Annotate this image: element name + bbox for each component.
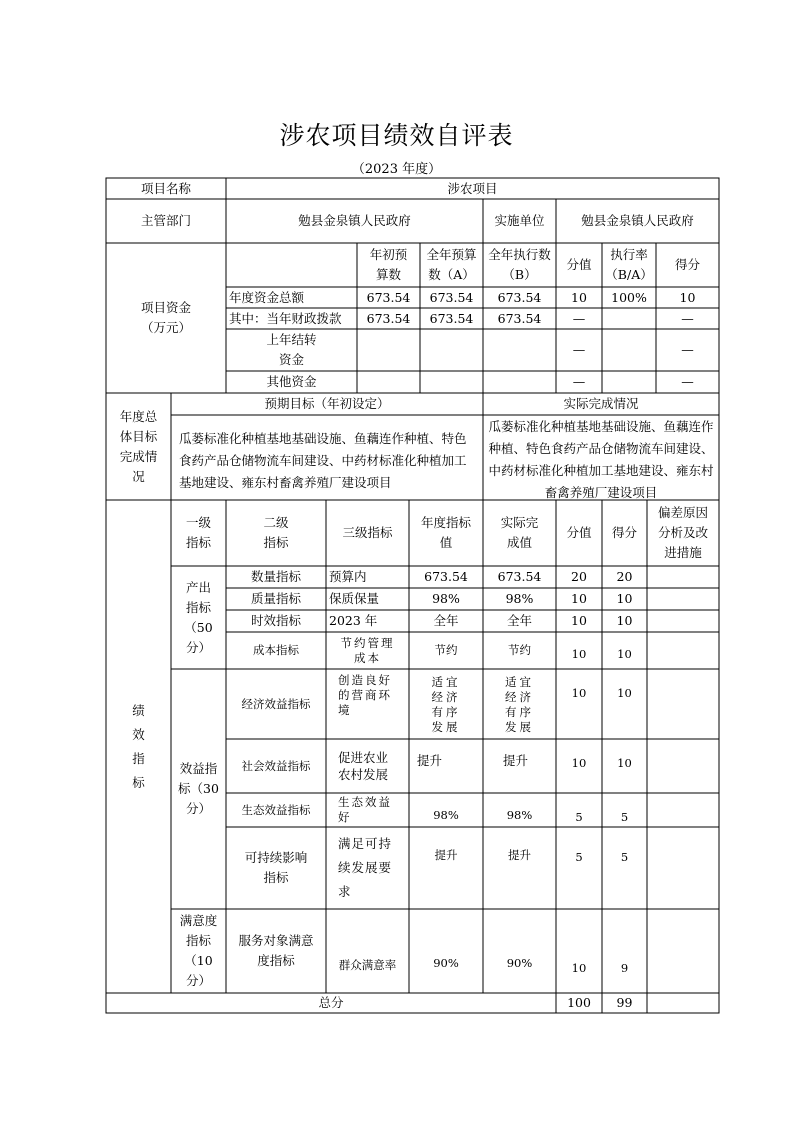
funds-header-exec: 全年执行数（B） — [488, 247, 551, 282]
indicator-target: 98% — [432, 591, 460, 606]
group-label-output: 产出指标（50分） — [184, 579, 213, 655]
indicator-actual: 适宜经济有序发展 — [505, 675, 534, 734]
indicator-score-value: 10 — [571, 591, 587, 606]
goals-expected-label: 预期目标（年初设定） — [264, 396, 390, 411]
funds-header-full: 全年预算数（A） — [426, 247, 477, 282]
group-label-benefit: 效益指标（30分） — [178, 761, 219, 816]
total-score: 99 — [616, 995, 633, 1010]
indicator-score-value: 10 — [571, 685, 587, 700]
funds-row-initial: 673.54 — [366, 289, 411, 305]
project-name-label: 项目名称 — [140, 180, 191, 196]
indicator-score-value: 10 — [571, 755, 587, 770]
total-label: 总分 — [318, 995, 344, 1010]
indicator-score: 20 — [616, 569, 633, 584]
indicator-target: 适宜经济有序发展 — [431, 675, 461, 734]
funds-row-full — [420, 371, 483, 393]
funds-label: 项目资金（万元） — [140, 300, 191, 335]
goals-label: 年度总体目标完成情况 — [119, 408, 158, 484]
indicator-l2: 可持续影响指标 — [244, 850, 308, 885]
header-note: 偏差原因分析及改进措施 — [657, 505, 708, 560]
indicator-l3: 预算内 — [329, 569, 367, 584]
indicator-score: 10 — [617, 647, 632, 661]
funds-row-score-value: — — [572, 374, 586, 389]
indicator-actual: 98% — [505, 591, 534, 606]
page-subtitle: （2023 年度） — [351, 162, 442, 177]
funds-row-exec — [483, 329, 556, 371]
group-label-satisfaction: 满意度指标（10分） — [179, 913, 218, 988]
indicator-l3: 2023 年 — [329, 613, 378, 628]
indicator-target: 90% — [433, 955, 459, 970]
funds-row-score: — — [681, 342, 694, 357]
indicator-score-value: 10 — [571, 960, 587, 975]
indicator-l2: 社会效益指标 — [241, 758, 311, 773]
indicator-score-value: 5 — [575, 849, 583, 864]
indicator-l2: 经济效益指标 — [241, 696, 311, 711]
funds-row-full — [420, 329, 483, 371]
indicator-l3: 创造良好的营商环境 — [338, 672, 392, 717]
funds-row-label: 其中：当年财政拨款 — [229, 310, 342, 326]
indicator-l2: 时效指标 — [250, 613, 301, 628]
header-target: 年度指标值 — [421, 515, 472, 550]
funds-row-exec: 673.54 — [497, 289, 542, 305]
funds-row-score: 10 — [679, 289, 696, 305]
indicator-score: 10 — [617, 685, 632, 700]
header-score-value: 分值 — [566, 525, 592, 540]
impl-value: 勉县金泉镇人民政府 — [581, 213, 694, 228]
indicator-l3: 节约管理成本 — [340, 635, 395, 665]
indicator-actual: 提升 — [508, 847, 531, 862]
funds-header-initial: 年初预算数 — [369, 247, 408, 282]
indicator-l3: 满足可持续发展要求 — [338, 836, 393, 899]
indicator-score-value: 10 — [571, 613, 587, 628]
total-score-value: 100 — [567, 995, 591, 1010]
indicator-l2: 数量指标 — [250, 569, 301, 584]
funds-row-initial — [357, 371, 420, 393]
funds-row-rate — [602, 371, 656, 393]
funds-header-score-value: 分值 — [566, 257, 592, 272]
funds-row-score-value: 10 — [571, 289, 587, 305]
indicator-actual: 90% — [506, 955, 533, 970]
indicator-score: 10 — [616, 591, 633, 606]
indicator-score-value: 10 — [571, 647, 587, 661]
funds-row-rate — [602, 308, 656, 329]
indicators-label: 绩效指标 — [132, 702, 145, 790]
indicator-l3: 群众满意率 — [338, 957, 397, 972]
funds-row-full: 673.54 — [429, 310, 474, 326]
indicator-score: 10 — [617, 755, 632, 770]
funds-header-rate: 执行率（B/A） — [605, 247, 653, 282]
indicator-l3: 保质保量 — [329, 591, 380, 606]
header-l3: 三级指标 — [342, 525, 393, 540]
indicator-l2: 成本指标 — [253, 643, 299, 657]
indicator-actual: 提升 — [503, 753, 529, 768]
goals-actual-label: 实际完成情况 — [563, 396, 639, 411]
indicator-l3: 促进农业农村发展 — [338, 750, 389, 782]
funds-row-score: — — [681, 310, 694, 326]
indicator-target: 提升 — [417, 753, 443, 768]
indicator-l3: 生态效益好 — [338, 795, 392, 824]
header-actual: 实际完成值 — [500, 515, 539, 550]
funds-row-label: 其他资金 — [266, 374, 317, 389]
funds-row-initial: 673.54 — [366, 310, 411, 326]
project-name-value: 涉农项目 — [447, 180, 498, 196]
indicator-score: 10 — [616, 613, 633, 628]
indicator-l2: 服务对象满意度指标 — [238, 933, 314, 968]
indicator-score: 5 — [620, 809, 629, 824]
funds-row-exec: 673.54 — [497, 310, 542, 326]
indicator-target: 全年 — [433, 613, 459, 628]
header-l2: 二级指标 — [263, 515, 289, 550]
indicator-l2: 质量指标 — [250, 591, 301, 606]
indicator-target: 节约 — [434, 643, 458, 657]
indicator-target: 提升 — [434, 847, 458, 862]
impl-label: 实施单位 — [494, 213, 545, 228]
funds-row-initial — [357, 329, 420, 371]
funds-row-score-value: — — [572, 310, 586, 326]
funds-row-score: — — [681, 374, 694, 389]
indicator-actual: 节约 — [508, 643, 531, 657]
dept-value: 勉县金泉镇人民政府 — [298, 213, 411, 228]
funds-row-label: 年度资金总额 — [229, 289, 305, 305]
indicator-score-value: 20 — [571, 569, 587, 584]
indicator-score: 5 — [620, 849, 629, 864]
header-score: 得分 — [611, 525, 637, 540]
funds-row-score-value: — — [572, 342, 586, 357]
goals-expected-text: 瓜蒌标准化种植基地基础设施、鱼藕连作种植、特色食药产品仓储物流车间建设、中药材标准化种植加工基地建设、雍东村畜禽养殖厂建设项目 — [179, 431, 467, 490]
page-title: 涉农项目绩效自评表 — [279, 121, 514, 150]
indicator-actual: 全年 — [506, 613, 532, 628]
funds-row-rate: 100% — [611, 289, 647, 305]
indicator-actual: 673.54 — [497, 569, 542, 584]
dept-label: 主管部门 — [140, 213, 191, 228]
indicator-score-value: 5 — [575, 809, 583, 824]
header-l1: 一级指标 — [185, 515, 211, 550]
goals-actual-text: 瓜蒌标准化种植基地基础设施、鱼藕连作种植、特色食药产品仓储物流车间建设、中药材标准化种植加工基地建设、雍东村畜禽养殖厂建设项目 — [488, 419, 714, 500]
indicator-target: 673.54 — [424, 569, 468, 584]
funds-row-label: 上年结转资金 — [266, 332, 317, 367]
indicator-l2: 生态效益指标 — [241, 802, 311, 817]
funds-header-score: 得分 — [674, 257, 700, 272]
indicator-target: 98% — [433, 807, 459, 822]
indicator-actual: 98% — [506, 807, 533, 822]
funds-row-rate — [602, 329, 656, 371]
indicator-score: 9 — [620, 960, 629, 975]
funds-row-full: 673.54 — [429, 289, 474, 305]
funds-row-exec — [483, 371, 556, 393]
